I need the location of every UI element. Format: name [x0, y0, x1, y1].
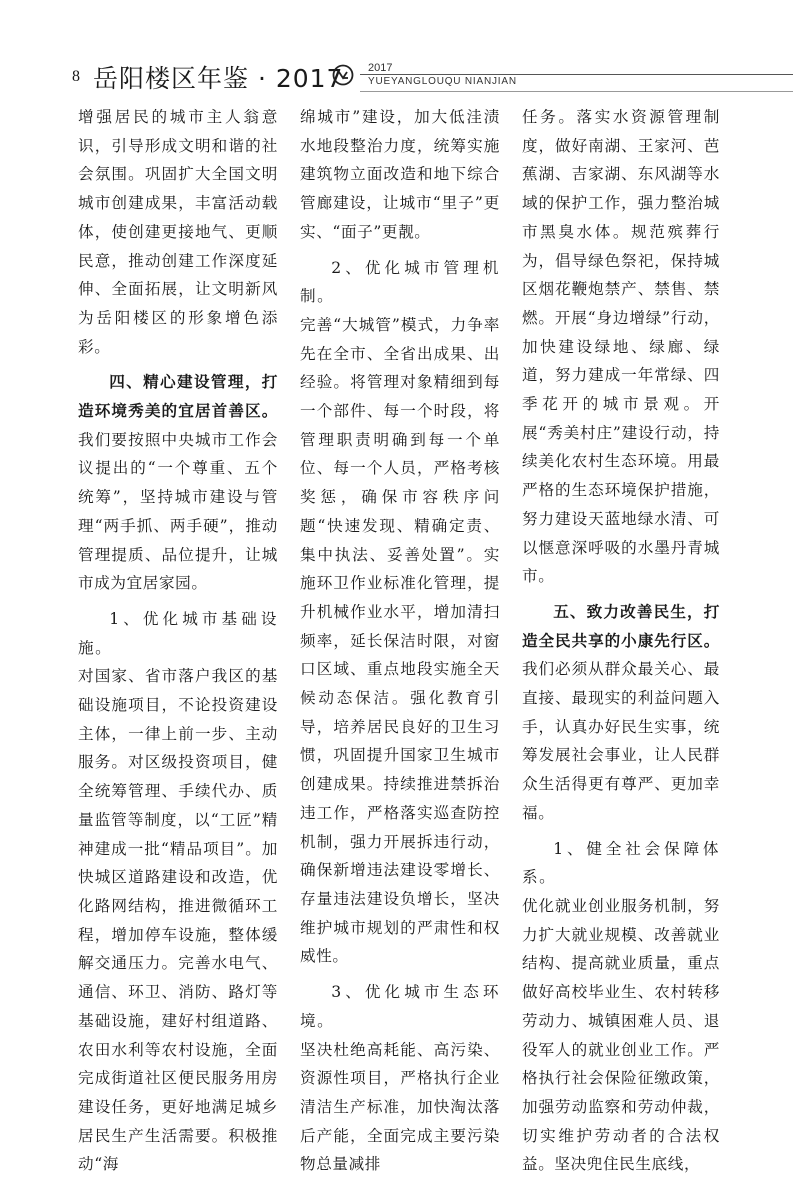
paragraph: 增强居民的城市主人翁意识，引导形成文明和谐的社会氛围。巩固扩大全国文明城市创建成果，丰富活动载体，使创建更接地气、更顺民意，推动创建工作深度延伸、全面拓展，让文明新风为岳阳楼区的形象增色添彩。 — [78, 103, 278, 361]
book-title: 岳阳楼区年鉴 · 2017 — [93, 59, 343, 95]
sub-heading: 3、优化城市生态环境。 — [300, 978, 500, 1035]
text-column-3 — [522, 103, 720, 1179]
sub-heading: 1、健全社会保障体系。 — [522, 835, 720, 892]
sub-heading: 2、优化城市管理机制。 — [300, 254, 500, 311]
text-column-1 — [78, 103, 278, 1179]
paragraph: 优化就业创业服务机制，努力扩大就业规模、改善就业结构、提高就业质量，重点做好高校毕业生、农村转移劳动力、城镇困难人员、退役军人的就业创业工作。严格执行社会保险征缴政策，加强劳动监察和劳动仲裁，切实维护劳动者的合法权益。坚决兜住民生底线， — [522, 892, 720, 1179]
paragraph: 绵城市”建设，加大低洼渍水地段整治力度，统筹实施建筑物立面改造和地下综合管廊建设，让城市“里子”更实、“面子”更靓。 — [300, 103, 500, 247]
header-rule — [360, 74, 793, 75]
paragraph-text: 我们要按照中央城市工作会议提出的“一个尊重、五个统筹”，坚持城市建设与管理“两手抓、两手硬”，推动管理提质、品位提升，让城市成为宜居家园。 — [78, 431, 278, 593]
paragraph-text: 我们必须从群众最关心、最直接、最现实的利益问题入手，认真办好民生实事，统筹发展社会事业，让人民群众生活得更有尊严、更加幸福。 — [522, 660, 720, 822]
page-header — [0, 0, 793, 100]
section-paragraph — [78, 368, 278, 598]
header-pinyin: YUEYANGLOUQU NIANJIAN — [368, 76, 517, 87]
paragraph: 完善“大城管”模式，力争率先在全市、全省出成果、出经验。将管理对象精细到每一个部件、每一个时段，将管理职责明确到每一个单位、每一个人员，严格考核奖惩，确保市容秩序问题“快速发现、精确定责、集中执法、妥善处置”。实施环卫作业标准化管理，提升机械作业水平，增加清扫频率，延长保洁时限，对窗口区域、重点地段实施全天候动态保洁。强化教育引导，培养居民良好的卫生习惯，巩固提升国家卫生城市创建成果。持续推进禁拆治违工作，严格落实巡查防控机制，强力开展拆违行动，确保新增违法建设零增长、存量违法建设负增长，坚决维护城市规划的严肃性和权威性。 — [300, 311, 500, 971]
circle-arrow-icon — [332, 64, 354, 86]
section-paragraph — [522, 598, 720, 828]
header-rule-bottom — [360, 91, 793, 92]
paragraph: 坚决杜绝高耗能、高污染、资源性项目，严格执行企业清洁生产标准，加快淘汰落后产能，全面完成主要污染物总量减排 — [300, 1036, 500, 1179]
page-number: 8 — [72, 68, 80, 86]
sub-heading: 1、优化城市基础设施。 — [78, 605, 278, 662]
paragraph: 对国家、省市落户我区的基础设施项目，不论投资建设主体，一律上前一步、主动服务。对区级投资项目，健全统筹管理、手续代办、质量监管等制度，以“工匠”精神建成一批“精品项目”。加快城区道路建设和改造，优化路网结构，推进微循环工程，增加停车设施，整体缓解交通压力。完善水电气、通信、环卫、消防、路灯等基础设施，建好村组道路、农田水利等农村设施，全面完成街道社区便民服务用房建设任务，更好地满足城乡居民生产生活需要。积极推动“海 — [78, 662, 278, 1179]
section-heading: 四、精心建设管理，打造环境秀美的宜居首善区。 — [78, 373, 278, 420]
paragraph: 任务。落实水资源管理制度，做好南湖、王家河、芭蕉湖、吉家湖、东风湖等水域的保护工作，强力整治城市黑臭水体。规范殡葬行为，倡导绿色祭祀，保持城区烟花鞭炮禁产、禁售、禁燃。开展“身边增绿”行动，加快建设绿地、绿廊、绿道，努力建成一年常绿、四季花开的城市景观。开展“秀美村庄”建设行动，持续美化农村生态环境。用最严格的生态环境保护措施，努力建设天蓝地绿水清、可以惬意深呼吸的水墨丹青城市。 — [522, 103, 720, 591]
text-column-2 — [300, 103, 500, 1179]
header-year: 2017 — [368, 62, 392, 74]
section-heading: 五、致力改善民生，打造全民共享的小康先行区。 — [522, 603, 720, 650]
